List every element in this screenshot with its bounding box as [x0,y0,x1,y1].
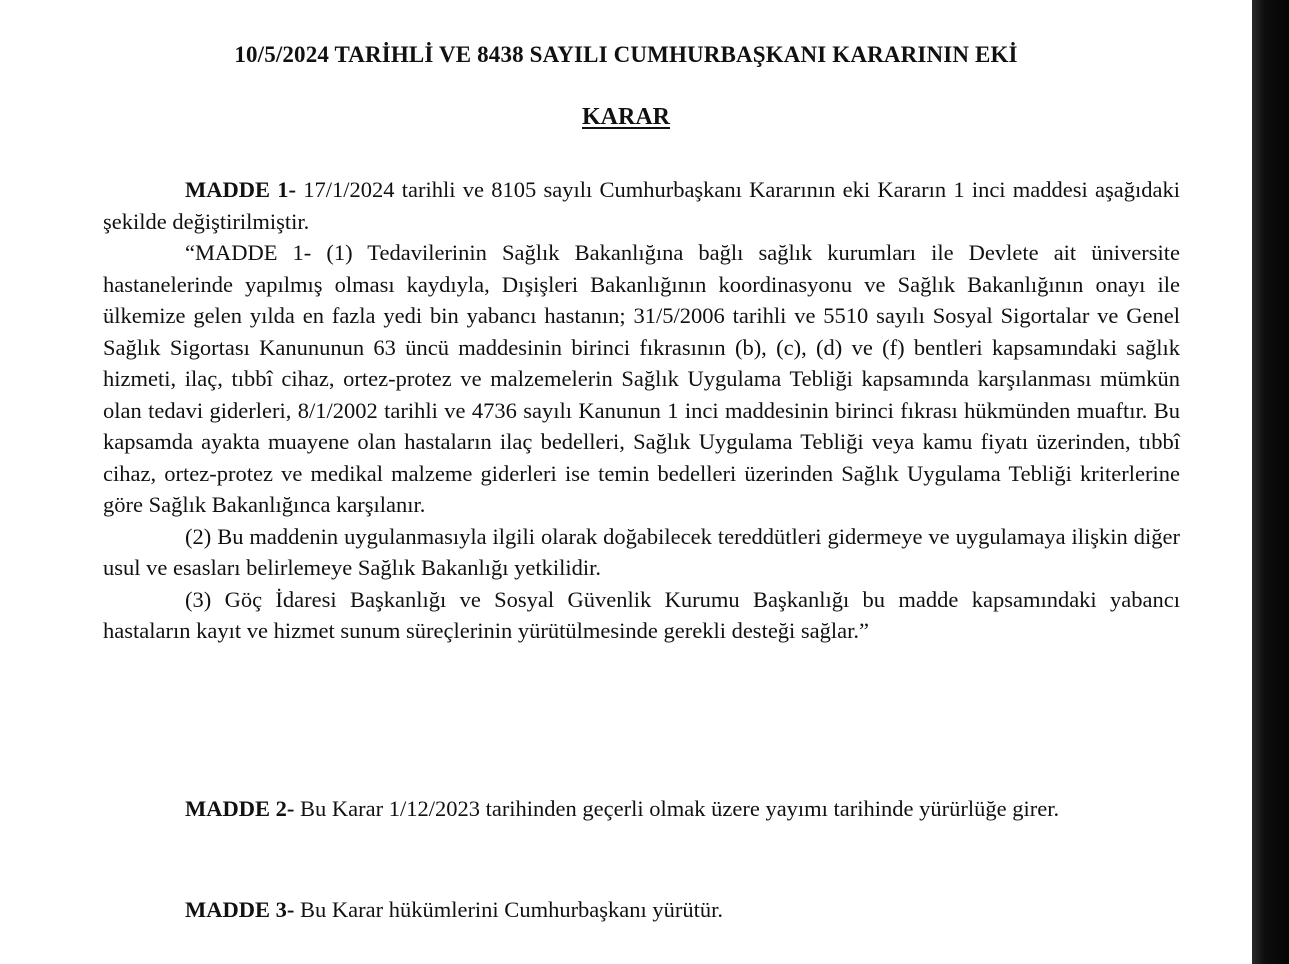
document-subtitle: KARAR [582,104,670,130]
amendment-quote [103,237,1180,647]
article-2-text: Bu Karar 1/12/2023 tarihinden geçerli olmak üzere yayımı tarihinde yürürlüğe girer. [294,796,1060,821]
article-3-label: MADDE 3- [185,897,295,922]
amendment-paragraph-2: (2) Bu maddenin uygulanmasıyla ilgili olarak doğabilecek tereddütleri gidermeye ve uygulamaya ilişkin diğer usul ve esasları belirlemeye Sağlık Bakanlığı yetkilidir. [103,523,1180,580]
article-3-paragraph [103,894,1180,926]
article-2-section [103,793,1180,825]
article-3-section [103,894,1180,926]
article-1-paragraph [103,174,1180,237]
article-3-text: Bu Karar hükümlerini Cumhurbaşkanı yürütür. [294,897,724,922]
article-1-section [103,174,1180,647]
document-title: 10/5/2024 TARİHLİ VE 8438 SAYILI CUMHURBAŞKANI KARARININ EKİ [234,42,1018,67]
article-2-label: MADDE 2- [185,796,295,821]
article-2-paragraph [103,793,1180,825]
article-1-text: 17/1/2024 tarihli ve 8105 sayılı Cumhurbaşkanı Kararının eki Kararın 1 inci maddesi aşağıdaki şekilde değiştirilmiştir. [103,177,1181,234]
amendment-paragraph-3: (3) Göç İdaresi Başkanlığı ve Sosyal Güvenlik Kurumu Başkanlığı bu madde kapsamındaki yabancı hastaların kayıt ve hizmet sunum süreçlerinin yürütülmesinde gerekli desteği sağlar.” [103,586,1180,643]
amendment-paragraph-1: “MADDE 1- (1) Tedavilerinin Sağlık Bakanlığına bağlı sağlık kurumları ile Devlete ait üniversite hastanelerinde yapılmış olması kaydıyla, Dışişleri Bakanlığının koordinasyonu ve Sağlık Bakanlığının onayı ile ülkemize gelen yılda en fazla yedi bin yabancı hastanın; 31/5/2006 tarihli ve 5510 sayılı Sosyal Sigortalar ve Genel Sağlık Sigortası Kanununun 63 üncü maddesinin birinci fıkrasının (b), (c), (d) ve (f) bentleri kapsamındaki sağlık hizmeti, ilaç, tıbbî cihaz, ortez-protez ve malzemelerin Sağlık Uygulama Tebliği kapsamında karşılanması mümkün olan tedavi giderleri, 8/1/2002 tarihli ve 4736 sayılı Kanunun 1 inci maddesinin birinci fıkrası hükmünden muaftır. Bu kapsamda ayakta muayene olan hastaların ilaç bedelleri, Sağlık Uygulama Tebliği veya kamu fiyatı üzerinden, tıbbî cihaz, ortez-protez ve medikal malzeme giderleri ise temin bedelleri üzerinden Sağlık Uygulama Tebliği kriterlerine göre Sağlık Bakanlığınca karşılanır. [103,240,1180,517]
article-1-label: MADDE 1- [185,177,296,202]
background-edge [1252,0,1289,964]
